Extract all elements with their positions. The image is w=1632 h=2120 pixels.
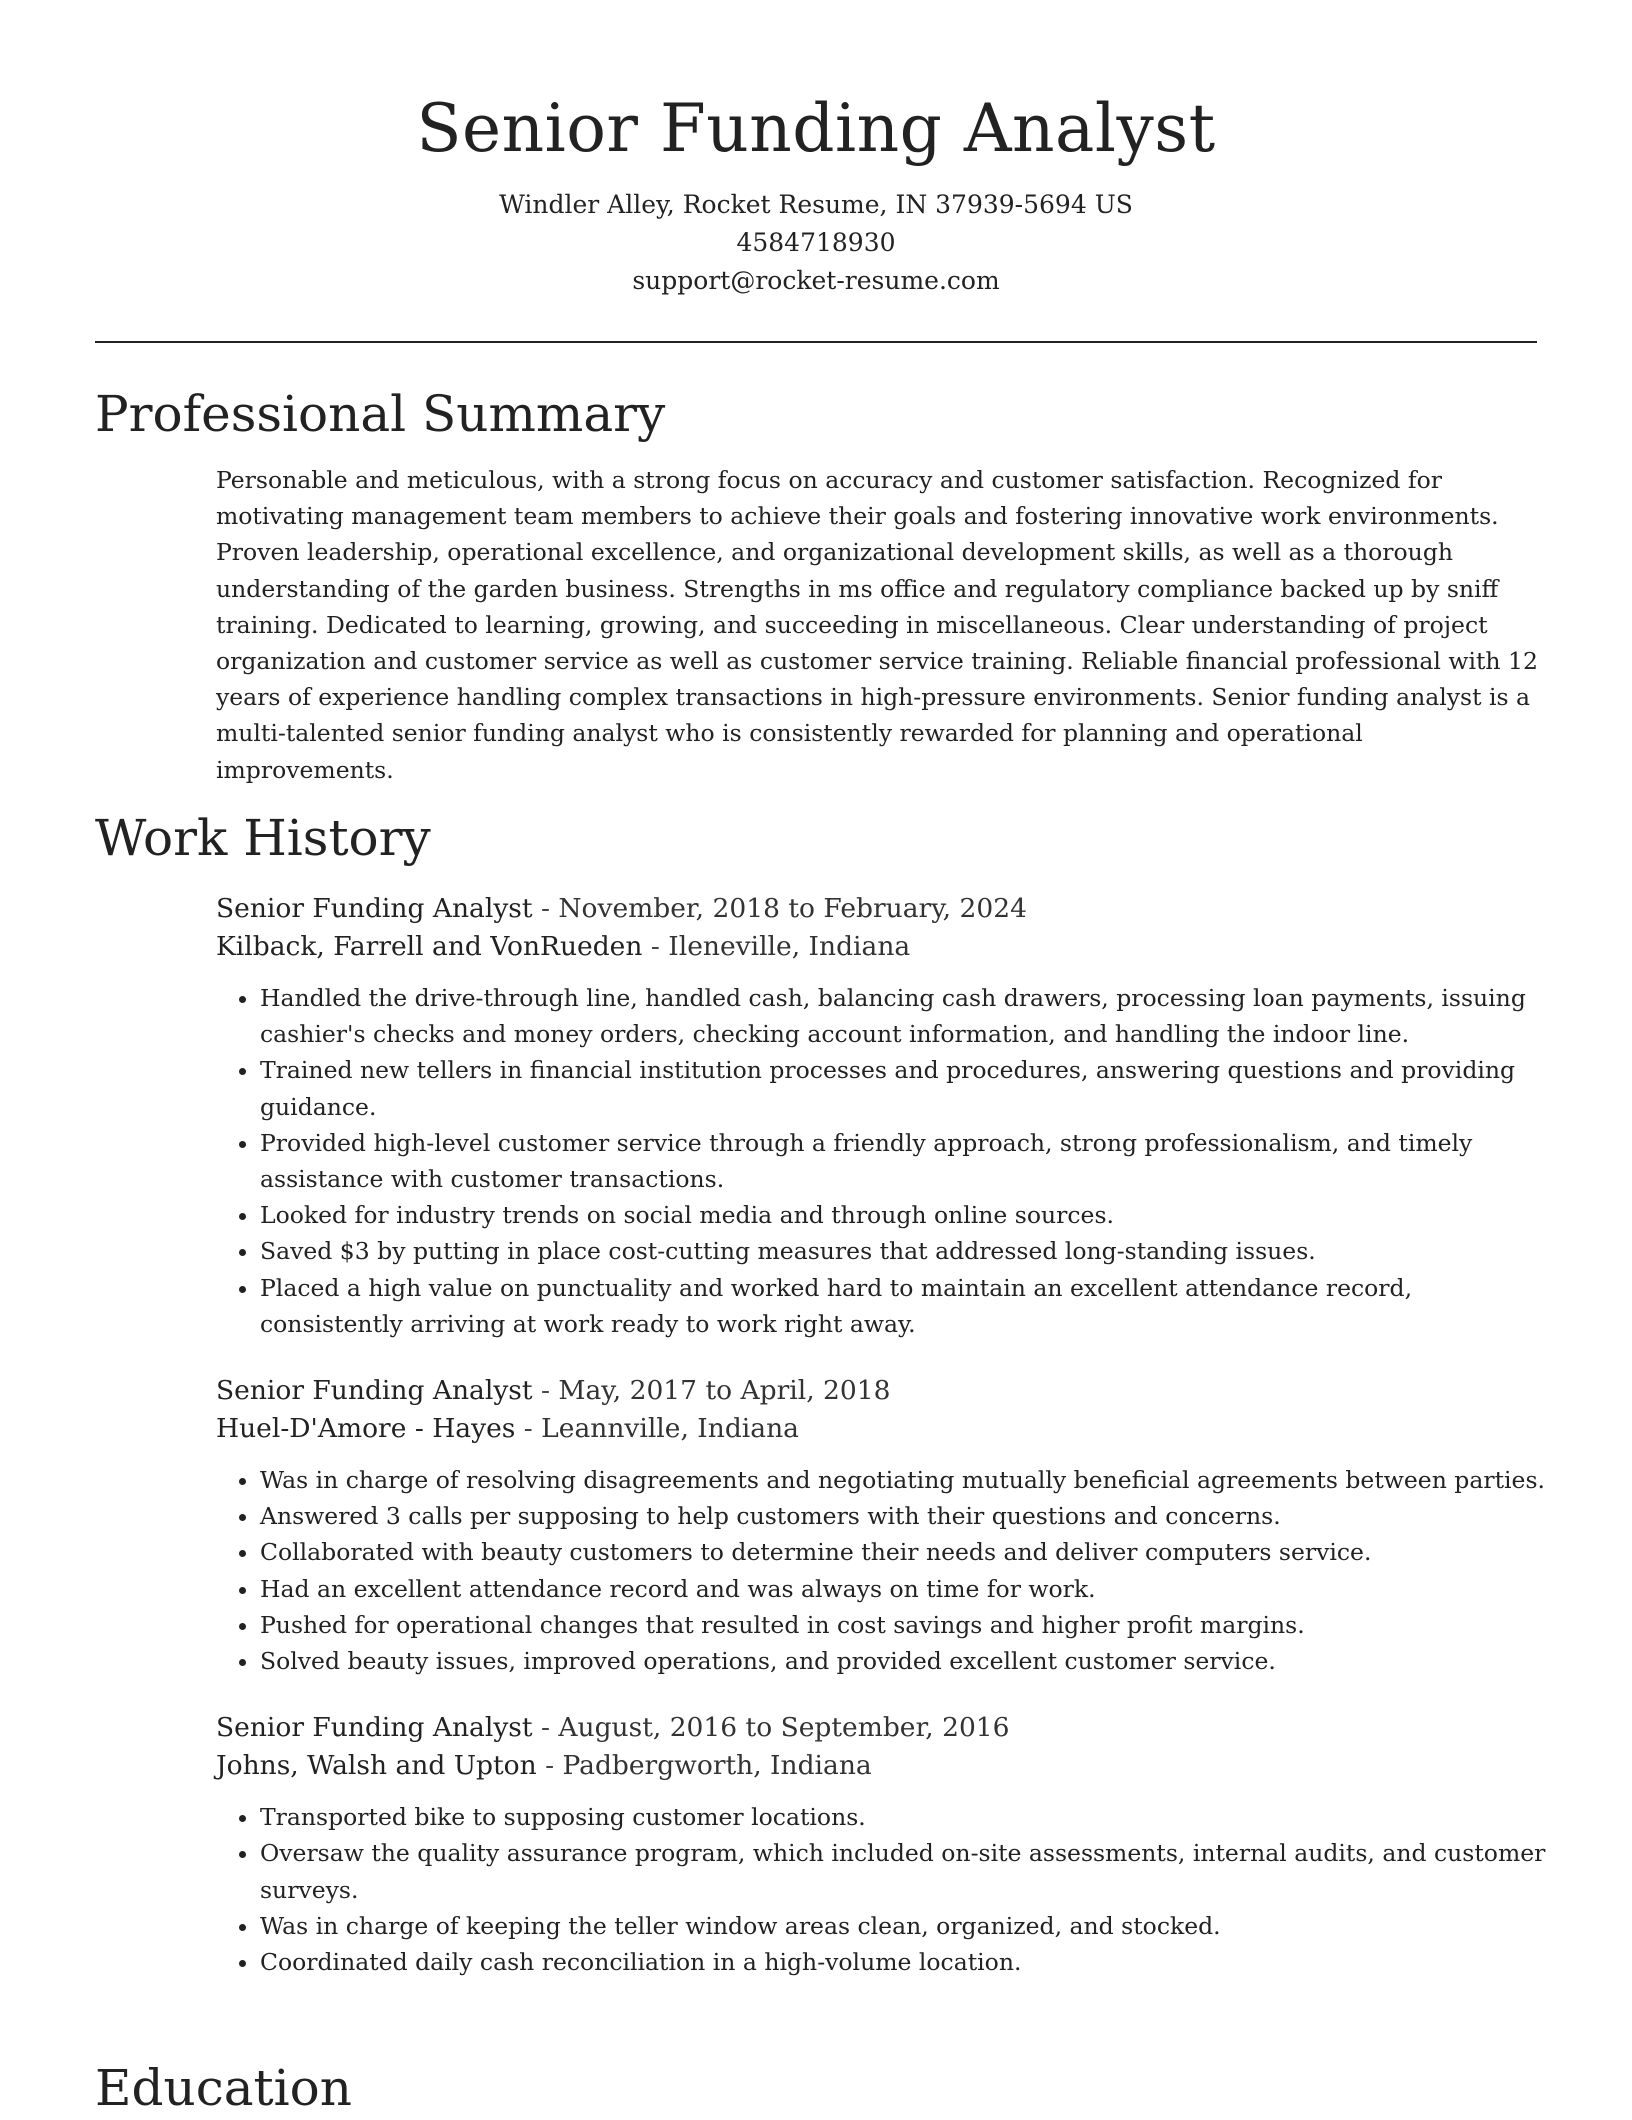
contact-address: Windler Alley, Rocket Resume, IN 37939-5694 US <box>499 190 1133 219</box>
job-bullet: • Was in charge of resolving disagreements and negotiating mutually beneficial agreements between parties. <box>260 1462 1546 1498</box>
job-bullet: • Had an excellent attendance record and was always on time for work. <box>260 1571 1546 1607</box>
job-dates: May, 2017 to April, 2018 <box>558 1375 891 1407</box>
contact-phone: 4584718930 <box>736 228 896 257</box>
job-bullet: • Handled the drive-through line, handled cash, balancing cash drawers, processing loan payments, issuing cashier's checks and money orders, checking account information, and handling the indoor line. <box>260 980 1546 1052</box>
job-bullet: • Transported bike to supposing customer locations. <box>260 1799 1546 1835</box>
summary-text: Personable and meticulous, with a strong focus on accuracy and customer satisfaction. Recognized for motivating management team members to achieve their goals and fostering innovative work environments. Proven leadership, operational excellence, and organizational development skills, as well as a thorough understanding of the garden business. Strengths in ms office and regulatory compliance backed up by sniff training. Dedicated to learning, growing, and succeeding in miscellaneous. Clear understanding of project organization and customer service as well as customer service training. Reliable financial professional with 12 years of experience handling complex transactions in high-pressure environments. Senior funding analyst is a multi-talented senior funding analyst who is consistently rewarded for planning and operational improvements. <box>216 466 1538 784</box>
job-bullet: • Placed a high value on punctuality and worked hard to maintain an excellent attendance record, consistently arriving at work ready to work right away. <box>260 1270 1546 1342</box>
job-bullet: • Solved beauty issues, improved operations, and provided excellent customer service. <box>260 1643 1546 1679</box>
job-company-line: Johns, Walsh and Upton - Padbergworth, Indiana <box>216 1750 872 1782</box>
contact-block <box>0 186 1632 300</box>
job-company: Johns, Walsh and Upton <box>216 1750 537 1782</box>
resume-header <box>0 84 1632 300</box>
job-dates: November, 2018 to February, 2024 <box>558 893 1027 924</box>
job-bullet: • Saved $3 by putting in place cost-cutting measures that addressed long-standing issues. <box>260 1233 1546 1269</box>
job-bullet: • Answered 3 calls per supposing to help customers with their questions and concerns. <box>260 1498 1546 1534</box>
job-bullets <box>216 1462 1546 1679</box>
header-divider <box>95 341 1537 343</box>
job-bullet: • Was in charge of keeping the teller window areas clean, organized, and stocked. <box>260 1908 1546 1944</box>
job-location: Padbergworth, Indiana <box>562 1750 872 1782</box>
job-title-line: Senior Funding Analyst - November, 2018 to February, 2024 <box>216 893 1027 924</box>
job-title: Senior Funding Analyst <box>216 1375 533 1407</box>
job-bullet: • Pushed for operational changes that resulted in cost savings and higher profit margins. <box>260 1607 1546 1643</box>
job-company-line: Kilback, Farrell and VonRueden - Ileneville, Indiana <box>216 931 911 962</box>
job-bullet: • Trained new tellers in financial institution processes and procedures, answering questions and providing guidance. <box>260 1052 1546 1124</box>
job-title-line: Senior Funding Analyst - May, 2017 to April, 2018 <box>216 1375 891 1407</box>
section-title-summary: Professional Summary <box>95 385 666 443</box>
section-title-work-history: Work History <box>95 809 431 867</box>
job-entry <box>216 1372 1546 1679</box>
job-company-line: Huel-D'Amore - Hayes - Leannville, Indiana <box>216 1413 799 1445</box>
job-dates: August, 2016 to September, 2016 <box>558 1712 1010 1744</box>
job-bullet: • Provided high-level customer service through a friendly approach, strong professionalism, and timely assistance with customer transactions. <box>260 1125 1546 1197</box>
job-company: Huel-D'Amore - Hayes <box>216 1413 516 1445</box>
job-entry <box>216 890 1546 1342</box>
section-title-education: Education <box>95 2059 352 2117</box>
job-bullet: • Collaborated with beauty customers to determine their needs and deliver computers service. <box>260 1534 1546 1570</box>
resume-name: Senior Funding Analyst <box>416 90 1216 167</box>
job-bullet: • Oversaw the quality assurance program, which included on-site assessments, internal audits, and customer surveys. <box>260 1835 1546 1907</box>
job-bullet: • Coordinated daily cash reconciliation in a high-volume location. <box>260 1944 1546 1980</box>
job-title: Senior Funding Analyst <box>216 893 533 924</box>
job-entry <box>216 1709 1546 1980</box>
job-bullets <box>216 1799 1546 1980</box>
job-bullets <box>216 980 1546 1342</box>
job-title: Senior Funding Analyst <box>216 1712 533 1744</box>
job-location: Ileneville, Indiana <box>668 931 911 962</box>
work-history-list <box>216 890 1546 2010</box>
job-location: Leannville, Indiana <box>541 1413 799 1445</box>
job-title-line: Senior Funding Analyst - August, 2016 to September, 2016 <box>216 1712 1010 1744</box>
contact-email: support@rocket-resume.com <box>632 266 1000 295</box>
job-company: Kilback, Farrell and VonRueden <box>216 931 643 962</box>
job-bullet: • Looked for industry trends on social media and through online sources. <box>260 1197 1546 1233</box>
